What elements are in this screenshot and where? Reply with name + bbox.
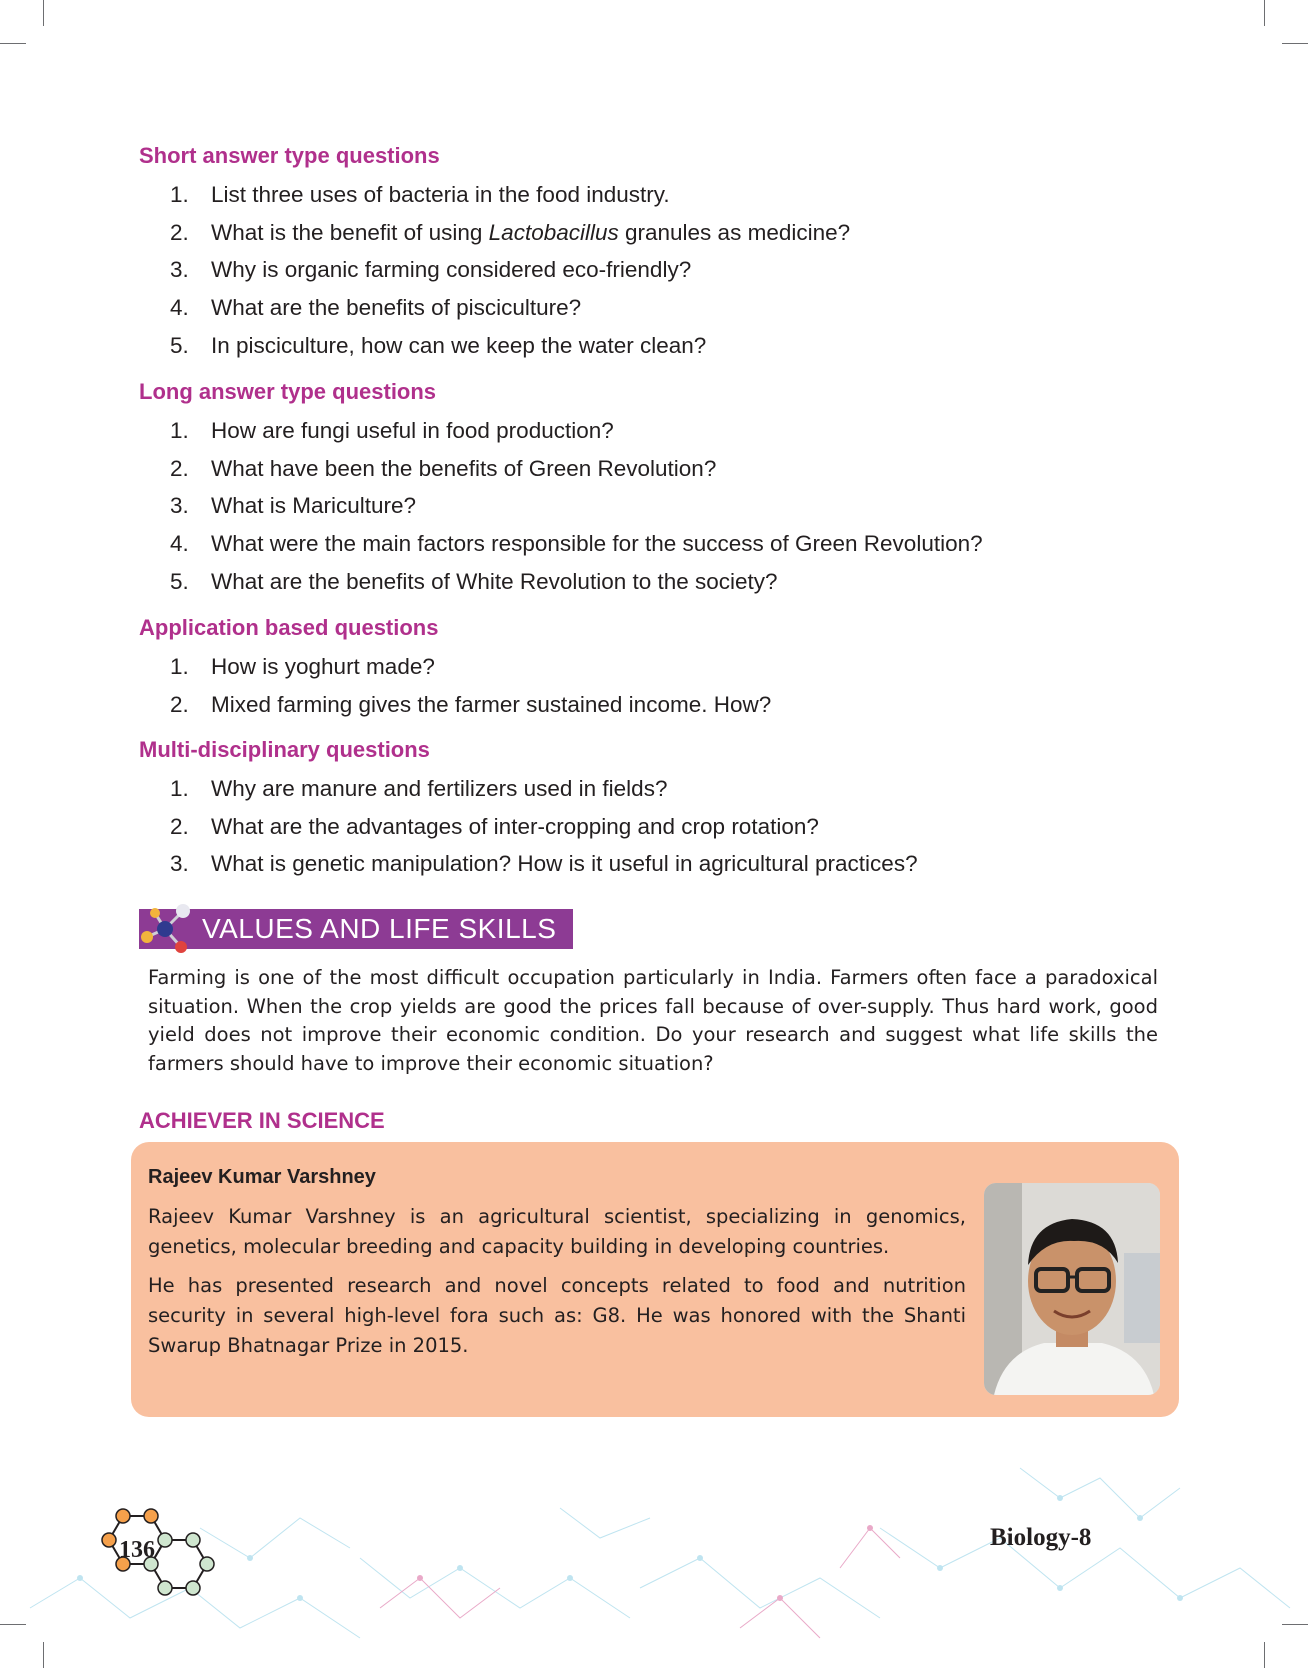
list-item: 1. How is yoghurt made? [170,654,435,679]
list-item: 2. Mixed farming gives the farmer sustained income. How? [170,691,772,717]
short-answer-heading: Short answer type questions [139,143,440,168]
book-title: Biology-8 [990,1524,1092,1551]
multidisciplinary-heading: Multi-disciplinary questions [139,737,430,762]
long-answer-list [170,412,983,601]
page-number-emblem [95,1504,235,1624]
application-heading: Application based questions [139,615,439,640]
crop-mark [1282,43,1308,44]
list-item: 2. What have been the benefits of Green Revolution? [170,455,717,481]
list-item: 4. What are the benefits of pisciculture? [170,295,582,321]
achiever-bio: Rajeev Kumar Varshney is an agricultural scientist, specializing in genomics, genetics, molecular breeding and capacity building in developing countries. [148,1205,966,1258]
list-item: 1. Why are manure and fertilizers used in fields? [170,776,668,801]
crop-mark [1264,0,1265,26]
application-list [170,648,771,723]
multidisciplinary-list [170,770,918,883]
achiever-achievements: He has presented research and novel concepts related to food and nutrition security in several high-level fora such as: G8. He was honored with the Shanti Swarup Bhatnagar Prize in 2015. [148,1274,966,1357]
values-title: VALUES AND LIFE SKILLS [202,913,557,944]
list-item: 3. What is Mariculture? [170,493,417,519]
list-item: 3. Why is organic farming considered eco-friendly? [170,257,692,283]
values-banner [139,909,573,949]
list-item: 1. List three uses of bacteria in the food industry. [170,182,670,207]
list-item: 1. How are fungi useful in food production? [170,418,614,443]
page-number: 136 [119,1537,155,1563]
crop-mark [43,0,44,26]
short-answer-list [170,176,850,365]
species-name: Lactobacillus [488,219,619,245]
list-item: 3. What is genetic manipulation? How is it useful in agricultural practices? [170,851,918,877]
achiever-heading: ACHIEVER IN SCIENCE [139,1108,385,1133]
crop-mark [0,43,26,44]
achiever-name: Rajeev Kumar Varshney [148,1166,376,1188]
achiever-box [131,1142,1179,1417]
list-item: 5. In pisciculture, how can we keep the water clean? [170,332,707,358]
scientist-photo [984,1183,1160,1395]
list-item: 2. What are the advantages of inter-cropping and crop rotation? [170,813,819,839]
long-answer-heading: Long answer type questions [139,379,437,404]
molecule-icon [135,901,195,953]
values-paragraph: Farming is one of the most difficult occupation particularly in India. Farmers often face a paradoxical situation. When the crop yields are good the prices fall because of over-supply. Thus hard work, good yield does not improve their economic condition. Do your research and suggest what life skills the farmers should have to improve their economic situation? [148,966,1158,1075]
list-item: 2. What is the benefit of using Lactobacillus granules as medicine? [170,219,851,245]
list-item: 4. What were the main factors responsible for the success of Green Revolution? [170,531,983,557]
list-item: 5. What are the benefits of White Revolution to the society? [170,568,778,594]
